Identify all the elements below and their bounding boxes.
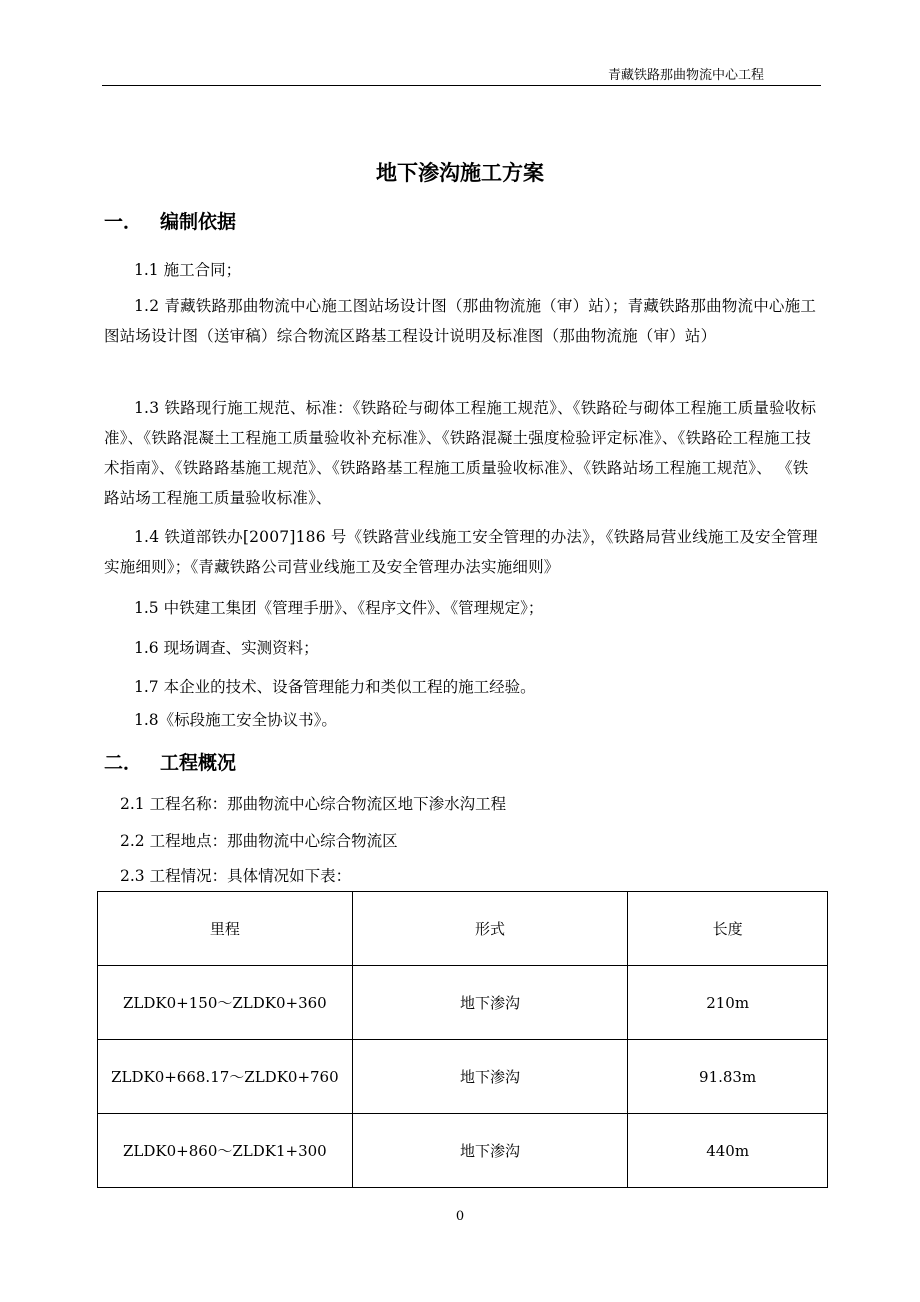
section-2-heading	[104, 748, 236, 775]
basis-item-3: 1.3 铁路现行施工规范、标准：《铁路砼与砌体工程施工规范》、《铁路砼与砌体工程施工质量验收标准》、《铁路混凝土工程施工质量验收补充标准》、《铁路混凝土强度检验评定标准》、《铁路砼工程施工技术指南》、《铁路路基施工规范》、《铁路路基工程施工质量验收标准》、《铁路站场工程施工规范》、 《铁路站场工程施工质量验收标准》、	[104, 399, 817, 507]
header-rule	[102, 85, 821, 86]
overview-item-3: 2.3 工程情况：具体情况如下表：	[120, 867, 352, 885]
cell-mileage: ZLDK0+150～ZLDK0+360	[98, 966, 353, 1040]
basis-item-6: 1.6 现场调查、实测资料；	[134, 639, 319, 657]
project-table	[97, 891, 828, 1188]
table-row	[98, 1040, 828, 1114]
cell-mileage: ZLDK0+860～ZLDK1+300	[98, 1114, 353, 1188]
cell-length: 440m	[628, 1114, 828, 1188]
cell-form: 地下渗沟	[352, 1040, 628, 1114]
table-row	[98, 966, 828, 1040]
overview-item-2: 2.2 工程地点：那曲物流中心综合物流区	[120, 832, 398, 850]
basis-item-7: 1.7 本企业的技术、设备管理能力和类似工程的施工经验。	[134, 678, 536, 696]
cell-length: 91.83m	[628, 1040, 828, 1114]
cell-mileage: ZLDK0+668.17～ZLDK0+760	[98, 1040, 353, 1114]
cell-form: 地下渗沟	[352, 966, 628, 1040]
section-1-heading	[104, 207, 236, 234]
header-form: 形式	[352, 892, 628, 966]
basis-item-8: 1.8《标段施工安全协议书》。	[134, 711, 337, 729]
basis-item-5: 1.5 中铁建工集团《管理手册》、《程序文件》、《管理规定》；	[134, 599, 544, 617]
basis-item-4: 1.4 铁道部铁办[2007]186 号《铁路营业线施工安全管理的办法》，《铁路局营业线施工及安全管理实施细则》；《青藏铁路公司营业线施工及安全管理办法实施细则》	[104, 528, 818, 576]
section-1-number: 一．	[104, 211, 143, 233]
basis-item-2: 1.2 青藏铁路那曲物流中心施工图站场设计图（那曲物流施（审）站）；青藏铁路那曲物流中心施工图站场设计图（送审稿）综合物流区路基工程设计说明及标准图（那曲物流施（审）站）	[104, 297, 817, 345]
section-2-number: 二．	[104, 752, 143, 774]
basis-item-1: 1.1 施工合同；	[134, 261, 242, 279]
table-row	[98, 1114, 828, 1188]
section-1-title: 编制依据	[160, 211, 237, 233]
page-number: 0	[455, 1209, 465, 1224]
running-header: 青藏铁路那曲物流中心工程	[607, 68, 764, 83]
overview-item-1: 2.1 工程名称：那曲物流中心综合物流区地下渗水沟工程	[120, 795, 507, 813]
cell-form: 地下渗沟	[352, 1114, 628, 1188]
section-2-title: 工程概况	[160, 752, 237, 774]
header-mileage: 里程	[98, 892, 353, 966]
cell-length: 210m	[628, 966, 828, 1040]
table-header-row	[98, 892, 828, 966]
header-length: 长度	[628, 892, 828, 966]
document-title: 地下渗沟施工方案	[376, 161, 544, 185]
